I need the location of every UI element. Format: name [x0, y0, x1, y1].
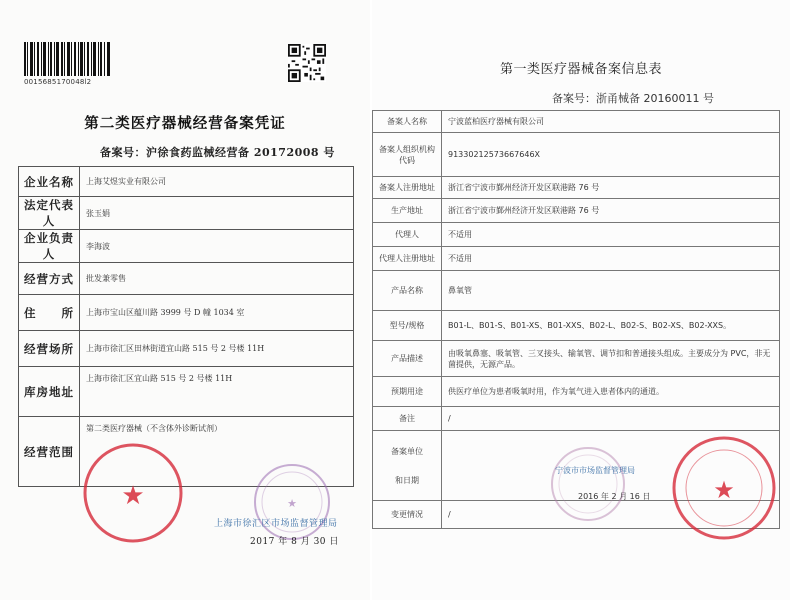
table-row [373, 223, 780, 247]
authority-stamp [548, 444, 628, 524]
table-row [373, 271, 780, 311]
right-record-form [372, 0, 790, 600]
qr-code-image [288, 44, 326, 82]
table-row [19, 295, 354, 331]
row-label: 变更情况 [373, 501, 442, 529]
row-value: 李海波 [80, 230, 354, 263]
row-value: 不适用 [442, 223, 780, 247]
table-row [373, 407, 780, 431]
table-row [19, 197, 354, 230]
row-label: 备注 [373, 407, 442, 431]
row-value: 由吸氧鼻塞、吸氧管、三叉接头、输氧管、调节扣和普通接头组成。主要成分为 PVC，非无菌提供，无源产品。 [442, 341, 780, 377]
table-row [19, 263, 354, 295]
table-row [373, 177, 780, 199]
table-row [19, 331, 354, 367]
row-label: 备案人名称 [373, 111, 442, 133]
row-value: 91330212573667646X [442, 133, 780, 177]
company-seal [668, 432, 780, 544]
row-label: 库房地址 [19, 367, 80, 417]
row-value: 批发兼零售 [80, 263, 354, 295]
row-label: 产品名称 [373, 271, 442, 311]
row-value: B01-L、B01-S、B01-XS、B01-XXS、B02-L、B02-S、B02-XS、B02-XXS。 [442, 311, 780, 341]
row-value: 上海市徐汇区宜山路 515 号 2 号楼 11H [80, 367, 354, 417]
form-record-number: 备案号：浙甬械备 20160011 号 [552, 92, 714, 105]
table-row [373, 247, 780, 271]
row-label: 法定代表人 [19, 197, 80, 230]
issuing-authority: 上海市徐汇区市场监督管理局 [214, 519, 338, 529]
row-label-line1: 备案单位 [391, 446, 423, 456]
table-row [373, 311, 780, 341]
row-label: 住 所 [19, 295, 80, 331]
form-title: 第一类医疗器械备案信息表 [499, 62, 662, 77]
svg-text:★: ★ [713, 476, 735, 504]
certificate-record-number: 备案号：沪徐食药监械经营备 20172008 号 [100, 146, 335, 159]
row-label: 企业名称 [19, 167, 80, 197]
certificate-title: 第二类医疗器械经营备案凭证 [84, 115, 286, 132]
row-label: 代理人 [373, 223, 442, 247]
table-row [373, 341, 780, 377]
issue-date: 2017 年 8 月 30 日 [250, 537, 339, 547]
table-row [373, 199, 780, 223]
row-value: / [442, 501, 780, 529]
row-value: 不适用 [442, 247, 780, 271]
row-value: / [442, 407, 780, 431]
table-row [373, 133, 780, 177]
table-row [19, 367, 354, 417]
row-value: 张玉娟 [80, 197, 354, 230]
barcode-number: 0015685170048l2 [24, 78, 92, 86]
row-label: 生产地址 [373, 199, 442, 223]
row-label: 预期用途 [373, 377, 442, 407]
row-label: 经营场所 [19, 331, 80, 367]
row-value: 供医疗单位为患者吸氧时用，作为氧气进入患者体内的通道。 [442, 377, 780, 407]
table-row [373, 111, 780, 133]
table-row [19, 230, 354, 263]
issuing-organization: 宁波市市场监督管理局 [555, 466, 635, 475]
row-value: 上海市宝山区蕴川路 3999 号 D 幢 1034 室 [80, 295, 354, 331]
row-value: 鼻氧管 [442, 271, 780, 311]
row-label: 经营范围 [19, 417, 80, 487]
row-value: 浙江省宁波市鄞州经济开发区联港路 76 号 [442, 199, 780, 223]
row-label: 备案人组织机构代码 [373, 133, 442, 177]
row-value: 宁波蓝柏医疗器械有限公司 [442, 111, 780, 133]
svg-text:★: ★ [121, 481, 145, 511]
row-label [373, 431, 442, 501]
row-value: 上海艾煜实业有限公司 [80, 167, 354, 197]
row-label-line2: 和日期 [395, 475, 419, 485]
row-label: 企业负责人 [19, 230, 80, 263]
table-row [373, 377, 780, 407]
row-label: 代理人注册地址 [373, 247, 442, 271]
row-label: 经营方式 [19, 263, 80, 295]
row-value: 上海市徐汇区田林街道宜山路 515 号 2 号楼 11H [80, 331, 354, 367]
row-label: 备案人注册地址 [373, 177, 442, 199]
record-date: 2016 年 2 月 16 日 [578, 492, 651, 501]
svg-text:★: ★ [287, 497, 297, 510]
row-value: 浙江省宁波市鄞州经济开发区联港路 76 号 [442, 177, 780, 199]
barcode-image [24, 42, 110, 76]
row-value: 第二类医疗器械（不含体外诊断试剂） [80, 417, 354, 487]
authority-stamp [252, 462, 332, 542]
table-row [19, 167, 354, 197]
company-seal [78, 438, 188, 548]
row-label: 产品描述 [373, 341, 442, 377]
row-label: 型号/规格 [373, 311, 442, 341]
left-certificate [0, 0, 370, 600]
